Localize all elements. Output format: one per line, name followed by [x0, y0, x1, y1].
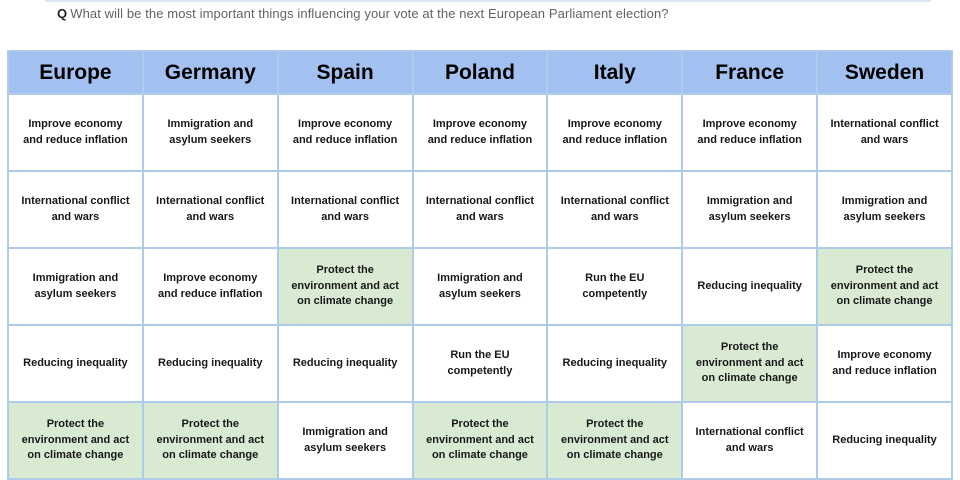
table-body [8, 94, 952, 479]
table-row [8, 94, 952, 171]
top-divider [45, 0, 931, 2]
table-cell: Run the EU competently [547, 248, 682, 325]
table-cell-highlighted: Protect the environment and act on climate change [143, 402, 278, 479]
table-row [8, 171, 952, 248]
question-prefix: Q [57, 6, 68, 21]
table-cell: International conflict and wars [547, 171, 682, 248]
table-cell: International conflict and wars [682, 402, 817, 479]
header-row [8, 51, 952, 94]
table-cell: International conflict and wars [817, 94, 952, 171]
table-cell: Improve economy and reduce inflation [278, 94, 413, 171]
column-header-france: France [682, 51, 817, 94]
table-cell: Immigration and asylum seekers [413, 248, 548, 325]
table-cell: International conflict and wars [143, 171, 278, 248]
table-cell: Immigration and asylum seekers [278, 402, 413, 479]
table-cell-highlighted: Protect the environment and act on climate change [278, 248, 413, 325]
table-row [8, 248, 952, 325]
table-header [8, 51, 952, 94]
survey-question [57, 6, 669, 21]
table-cell: Improve economy and reduce inflation [143, 248, 278, 325]
column-header-germany: Germany [143, 51, 278, 94]
column-header-spain: Spain [278, 51, 413, 94]
table-cell: Immigration and asylum seekers [8, 248, 143, 325]
table-cell: Run the EU competently [413, 325, 548, 402]
table-cell: Reducing inequality [8, 325, 143, 402]
ranking-table [7, 50, 953, 480]
table-row [8, 402, 952, 479]
table-cell-highlighted: Protect the environment and act on climate change [413, 402, 548, 479]
table-cell: International conflict and wars [278, 171, 413, 248]
table-cell-highlighted: Protect the environment and act on climate change [817, 248, 952, 325]
column-header-italy: Italy [547, 51, 682, 94]
table-cell: Immigration and asylum seekers [817, 171, 952, 248]
table-cell: Reducing inequality [547, 325, 682, 402]
table-cell: Immigration and asylum seekers [682, 171, 817, 248]
column-header-sweden: Sweden [817, 51, 952, 94]
table-cell-highlighted: Protect the environment and act on climate change [8, 402, 143, 479]
table-cell: Reducing inequality [278, 325, 413, 402]
table-cell: Reducing inequality [682, 248, 817, 325]
table-cell: Reducing inequality [143, 325, 278, 402]
table-cell: Reducing inequality [817, 402, 952, 479]
table-cell: Improve economy and reduce inflation [413, 94, 548, 171]
table-cell: Immigration and asylum seekers [143, 94, 278, 171]
table-cell-highlighted: Protect the environment and act on climate change [682, 325, 817, 402]
table-cell: Improve economy and reduce inflation [817, 325, 952, 402]
column-header-europe: Europe [8, 51, 143, 94]
table-cell: International conflict and wars [413, 171, 548, 248]
table-cell: International conflict and wars [8, 171, 143, 248]
table-cell: Improve economy and reduce inflation [682, 94, 817, 171]
question-text: What will be the most important things influencing your vote at the next European Parliament election? [70, 6, 669, 21]
table-cell: Improve economy and reduce inflation [8, 94, 143, 171]
table-cell-highlighted: Protect the environment and act on climate change [547, 402, 682, 479]
table-cell: Improve economy and reduce inflation [547, 94, 682, 171]
column-header-poland: Poland [413, 51, 548, 94]
table-row [8, 325, 952, 402]
